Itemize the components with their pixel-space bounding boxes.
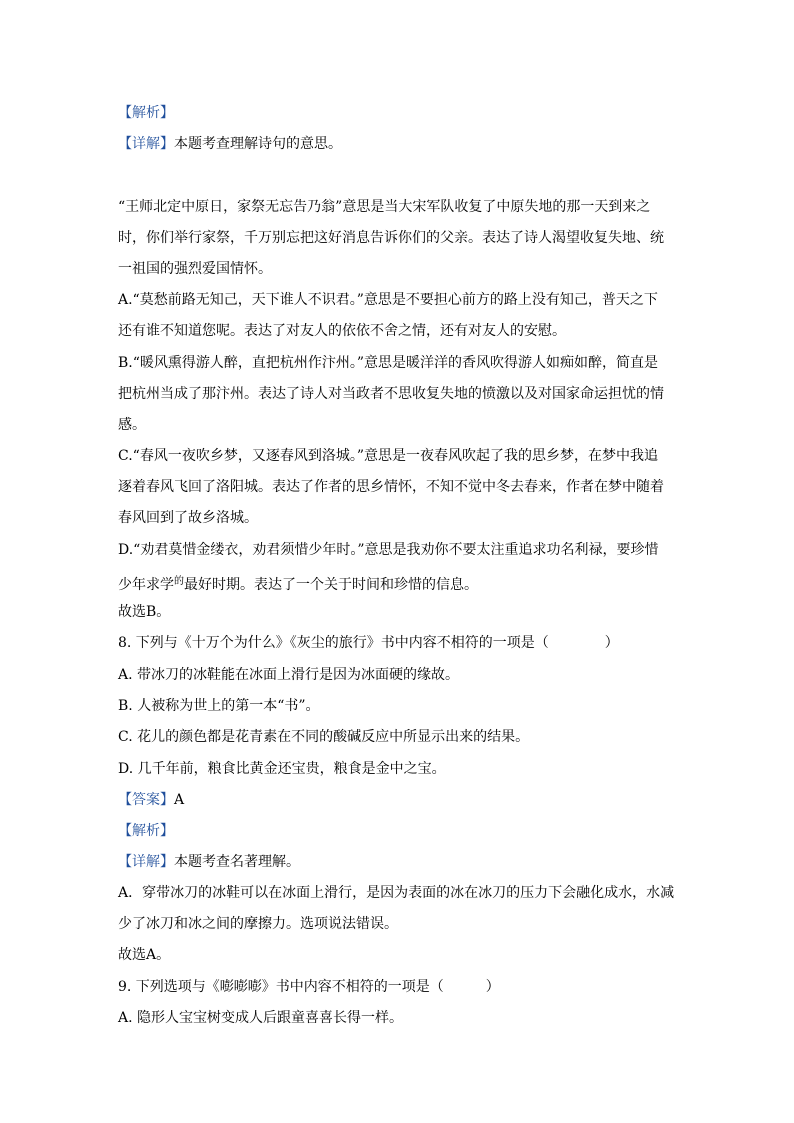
explanation-line: 少了冰刀和冰之间的摩擦力。选项说法错误。 — [118, 916, 398, 932]
detail-line — [118, 853, 678, 871]
option-d-explanation — [118, 573, 678, 594]
explanation-line: A．穿带冰刀的冰鞋可以在冰面上滑行，是因为表面的冰在冰刀的压力下会融化成水，水减 — [118, 885, 675, 901]
option-d-explanation: D.“劝君莫惜金缕衣，劝君须惜少年时。”意思是我劝你不要太注重追求功名利禄，要珍惜 — [118, 542, 659, 558]
question-8-option-a: A. 带冰刀的冰鞋能在冰面上滑行是因为冰面硬的缘故。 — [118, 667, 460, 683]
question-9-stem: 9. 下列选项与《嘭嘭嘭》书中内容不相符的一项是（ ） — [118, 979, 500, 995]
analysis-tag: 【解析】 — [118, 823, 174, 839]
detail-text: 本题考查名著理解。 — [174, 854, 300, 870]
paragraph-line: 一祖国的强烈爱国情怀。 — [118, 261, 272, 277]
text-run: 最好时期。表达了一个关于时间和珍惜的信息。 — [184, 577, 478, 593]
detail-line — [118, 135, 678, 153]
question-9-option-a: A. 隐形人宝宝树变成人后跟童喜喜长得一样。 — [118, 1010, 404, 1026]
option-c-explanation: 逐着春风飞回了洛阳城。表达了作者的思乡情怀，不知不觉中冬去春来，作者在梦中随着 — [118, 479, 664, 495]
detail-text: 本题考查理解诗句的意思。 — [174, 136, 342, 152]
superscript-char: 的 — [174, 576, 184, 587]
option-b-explanation: 把杭州当成了那汴州。表达了诗人对当政者不思收复失地的愤激以及对国家命运担忧的情 — [118, 386, 664, 402]
question-8-stem: 8. 下列与《十万个为什么》《灰尘的旅行》书中内容不相符的一项是（ ） — [118, 635, 619, 651]
text-run: 少年求学 — [118, 577, 174, 593]
question-8-option-d: D. 几千年前，粮食比黄金还宝贵，粮食是金中之宝。 — [118, 761, 446, 777]
answer-line — [118, 791, 678, 809]
analysis-tag: 【解析】 — [118, 105, 174, 121]
option-a-explanation: 还有谁不知道您呢。表达了对友人的依依不舍之情，还有对友人的安慰。 — [118, 323, 566, 339]
answer-tag: 【答案】 — [118, 792, 174, 808]
choice-conclusion: 故选A。 — [118, 947, 171, 963]
detail-tag: 【详解】 — [118, 854, 174, 870]
paragraph-line: “王师北定中原日，家祭无忘告乃翁”意思是当大宋军队收复了中原失地的那一天到来之 — [118, 199, 651, 215]
choice-conclusion: 故选B。 — [118, 604, 171, 620]
option-c-explanation: C.“春风一夜吹乡梦，又逐春风到洛城。”意思是一夜春风吹起了我的思乡梦，在梦中我追 — [118, 448, 658, 464]
option-b-explanation: B.“暖风熏得游人醉，直把杭州作汴州。”意思是暖洋洋的香风吹得游人如痴如醉，简直是 — [118, 355, 659, 371]
detail-tag: 【详解】 — [118, 136, 174, 152]
option-a-explanation: A.“莫愁前路无知己，天下谁人不识君。”意思是不要担心前方的路上没有知己，普天之下 — [118, 292, 658, 308]
question-8-option-b: B. 人被称为世上的第一本“书”。 — [118, 698, 320, 714]
option-b-explanation: 感。 — [118, 417, 146, 433]
paragraph-line: 时，你们举行家祭，千万别忘把这好消息告诉你们的父亲。表达了诗人渴望收复失地、统 — [118, 230, 664, 246]
option-c-explanation: 春风回到了故乡洛城。 — [118, 510, 258, 526]
question-8-option-c: C. 花儿的颜色都是花青素在不同的酸碱反应中所显示出来的结果。 — [118, 729, 530, 745]
answer-value: A — [174, 792, 185, 808]
